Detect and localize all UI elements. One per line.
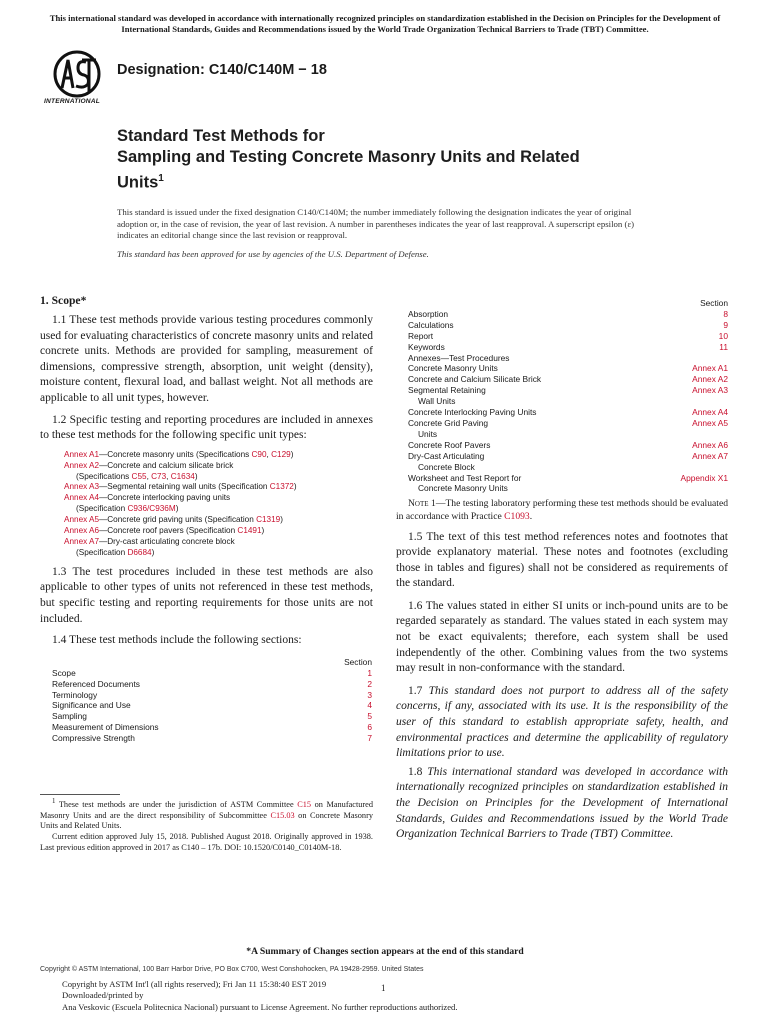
section-row — [408, 418, 728, 429]
para-1-1: 1.1 These test methods provide various testing procedures commonly used for evaluating characteristics of concrete masonry units and related concrete units. Methods are provided for sampling, measurement of dimensions, compressive strength, absorption, unit weight (density), moisture content, flexural load, and ballast weight. Not all methods are applicable to all unit types, however. — [40, 314, 373, 404]
section-row — [408, 320, 728, 331]
section-row — [52, 700, 372, 711]
annex-text: —Concrete roof pavers (Specification — [99, 526, 238, 536]
summary-of-changes-notice: *A Summary of Changes section appears at the end of this standard — [246, 946, 524, 957]
annex-text: —Segmental retaining wall units (Specification — [99, 482, 270, 492]
spec-link-d6684[interactable]: D6684 — [127, 547, 152, 557]
section-row — [408, 342, 728, 353]
footnote — [40, 797, 373, 854]
section-link[interactable]: Annex A5 — [692, 417, 728, 428]
section-link[interactable]: 7 — [367, 733, 372, 744]
left-column — [40, 294, 373, 744]
subcommittee-link-c15-03[interactable]: C15.03 — [270, 810, 295, 820]
annex-close: ) — [280, 515, 283, 525]
committee-link-c15[interactable]: C15 — [297, 799, 312, 809]
section-name: Segmental Retaining — [408, 385, 486, 396]
title-line-3-text: Units — [117, 173, 159, 192]
title-footnote-marker: 1 — [158, 173, 164, 184]
footnote-text: These test methods are under the jurisdiction of ASTM Committee — [55, 799, 298, 809]
section-name: Concrete Block — [418, 461, 475, 472]
section-link[interactable]: 9 — [723, 319, 728, 330]
section-name: Compressive Strength — [52, 733, 135, 744]
annex-item-a6 — [64, 526, 373, 537]
download-license: Ana Veskovic (Escuela Politecnica Nacional) pursuant to License Agreement. No further reproductions authorized. — [62, 1001, 458, 1012]
annex-text: —Concrete masonry units (Specifications — [99, 449, 252, 459]
annex-text: —Concrete and calcium silicate brick — [99, 460, 234, 470]
section-name: Dry-Cast Articulating — [408, 450, 485, 461]
top-notice: This international standard was developed in accordance with internationally recognized principles on standardization established in the Decision on Principles for the Development of International Standards, Guides and Recommendations issued by the World Trade Organization Technical Barriers to Trade (TBT) Committee. — [49, 13, 721, 34]
annex-item-a2 — [64, 461, 373, 472]
annex-text: (Specification — [76, 504, 128, 514]
annex-item-a4-cont — [64, 504, 373, 515]
section-name: Worksheet and Test Report for — [408, 472, 522, 483]
spec-link-c1491[interactable]: C1491 — [237, 526, 262, 536]
section-name: Concrete Masonry Units — [408, 363, 498, 374]
annex-list — [64, 450, 373, 559]
document-title — [117, 126, 677, 194]
annex-item-a2-cont: (Specifications C55, C73, C1634) — [76, 471, 198, 481]
section-link[interactable]: 5 — [367, 711, 372, 722]
section-link[interactable]: Annex A3 — [692, 385, 728, 396]
section-column-header: Section — [700, 298, 728, 308]
practice-link-c1093[interactable]: C1093 — [504, 510, 530, 522]
title-line-2: Sampling and Testing Concrete Masonry Units and Related — [117, 148, 580, 166]
section-name: Absorption — [408, 308, 449, 319]
section-link[interactable]: Annex A2 — [692, 374, 728, 385]
section-link[interactable]: 4 — [367, 700, 372, 711]
spec-link-c936[interactable]: C936/C936M — [127, 504, 176, 514]
sections-left-rows — [52, 668, 372, 744]
designation: Designation: C140/C140M − 18 — [117, 62, 327, 78]
section-row — [408, 483, 728, 494]
annex-link-a3[interactable]: Annex A3 — [64, 482, 100, 492]
footnote-marker: 1 — [52, 798, 56, 805]
annex-close: ) — [293, 482, 297, 492]
spec-link-c1319[interactable]: C1319 — [256, 515, 281, 525]
section-name: Calculations — [408, 319, 454, 330]
section-name: Referenced Documents — [52, 678, 140, 689]
section-row — [52, 690, 372, 701]
approved-statement: This standard has been approved for use by agencies of the U.S. Department of Defense. — [117, 249, 429, 259]
annex-link-a1[interactable]: Annex A1 — [64, 449, 100, 459]
para-1-5: 1.5 The text of this test method references notes and footnotes that provide explanatory material. These notes and footnotes (excluding those in tables and figures) shall not be considered as requirements of the standard. — [396, 530, 728, 590]
footnote-rule — [40, 794, 120, 795]
section-row — [52, 679, 372, 690]
section-name: Report — [408, 330, 434, 341]
annex-item-a5 — [64, 515, 373, 526]
annex-text: (Specifications — [76, 471, 132, 481]
section-name: Scope — [52, 667, 76, 678]
section-name: Concrete Grid Paving — [408, 417, 489, 428]
page-number: 1 — [381, 983, 386, 993]
spec-link-c90[interactable]: C90 — [251, 449, 267, 459]
section-row — [52, 722, 372, 733]
section-name: Wall Units — [418, 396, 456, 407]
section-name: Sampling — [52, 711, 87, 722]
section-link[interactable]: 11 — [719, 341, 728, 352]
note-1: Note 1—The testing laboratory performing these test methods should be evaluated in accordance with Practice C1093. — [396, 498, 728, 522]
section-link[interactable]: Annex A1 — [692, 363, 728, 374]
section-name: Significance and Use — [52, 700, 131, 711]
section-row — [52, 711, 372, 722]
section-link[interactable]: 3 — [367, 689, 372, 700]
note-text: —The testing laboratory performing these test methods should be evaluated in accordance with Practice — [396, 498, 728, 522]
sections-table-left — [52, 657, 372, 744]
section-row — [408, 309, 728, 320]
annex-close: ) — [261, 526, 265, 536]
copyright-line: Copyright © ASTM International, 100 Barr Harbor Drive, PO Box C700, West Conshohocken, PA 19428-2959. United States — [40, 966, 424, 973]
section-link[interactable]: 8 — [723, 308, 728, 319]
para-text: This international standard was developed in accordance with internationally recognized principles on standardization established in the Decision on Principles for the Development of International Standards, Guides and Recommendations issued by the World Trade Organization Technical Barriers to Trade (TBT) Committee. — [396, 765, 729, 841]
para-1-8 — [396, 765, 728, 843]
note-label: Note 1 — [408, 498, 436, 510]
section-link[interactable]: 2 — [367, 678, 372, 689]
section-row — [408, 363, 728, 374]
sections-table-right — [408, 298, 728, 494]
annex-text: —Concrete grid paving units (Specification — [99, 515, 257, 525]
annex-link-a5[interactable]: Annex A5 — [64, 515, 100, 525]
astm-logo — [42, 48, 112, 110]
para-1-2: 1.2 Specific testing and reporting procedures are included in annexes to these test methods for the following specific unit types: — [40, 413, 373, 442]
annex-link-a6[interactable]: Annex A6 — [64, 526, 100, 536]
section-name: Keywords — [408, 341, 445, 352]
annex-link-a4[interactable]: Annex A4 — [64, 493, 100, 503]
annex-item-a4 — [64, 493, 373, 504]
annex-item-a7 — [64, 537, 373, 548]
spec-link-c1372[interactable]: C1372 — [269, 482, 294, 492]
scope-heading: 1. Scope* — [40, 294, 87, 307]
annex-item-a3 — [64, 482, 373, 493]
annex-text: —Dry-cast articulating concrete block — [99, 537, 235, 546]
section-row — [408, 473, 728, 484]
section-row — [408, 385, 728, 396]
annex-text: (Specification — [76, 547, 128, 557]
section-row — [408, 451, 728, 462]
annex-item-a1: Annex A1—Concrete masonry units (Specifications C90, C129) — [64, 449, 294, 459]
para-1-4: 1.4 These test methods include the following sections: — [52, 634, 302, 647]
section-name: Concrete and Calcium Silicate Brick — [408, 374, 542, 385]
footnote-text: on Concrete Masonry Units and Related Units. — [40, 810, 373, 831]
spec-link-c55[interactable]: C55 — [131, 471, 147, 481]
para-number: 1.7 — [408, 684, 429, 697]
annex-link-a2[interactable]: Annex A2 — [64, 460, 100, 470]
section-row — [52, 733, 372, 744]
section-link[interactable]: 10 — [718, 330, 728, 341]
spec-link-c73[interactable]: C73 — [151, 471, 167, 481]
para-1-3: 1.3 The test procedures included in these test methods are also applicable to other types of units not referenced in these test methods, but specific testing and reporting requirements for those units are not included. — [40, 565, 373, 625]
annex-close: ) — [194, 471, 198, 481]
footnote-edition: Current edition approved July 15, 2018. Published August 2018. Originally approved in 1938. Last previous edition approved in 2017 as C140 – 17b. DOI: 10.1520/C0140_C0140M-18. — [40, 832, 373, 852]
section-link[interactable]: Annex A4 — [692, 407, 728, 418]
section-row — [52, 668, 372, 679]
download-printed-by: Downloaded/printed by — [62, 990, 144, 1001]
section-row — [408, 331, 728, 342]
section-row — [408, 429, 728, 440]
para-1-7 — [396, 684, 728, 762]
para-number: 1.8 — [408, 765, 428, 778]
title-line-1: Standard Test Methods for — [117, 127, 325, 145]
section-name: Units — [418, 428, 438, 439]
section-name: Annexes—Test Procedures — [408, 352, 510, 363]
annex-item-a7-cont — [64, 548, 373, 559]
annex-close: ) — [290, 449, 294, 459]
section-row — [408, 440, 728, 451]
section-row — [408, 353, 728, 364]
section-link[interactable]: Appendix X1 — [680, 472, 728, 483]
section-link[interactable]: Annex A7 — [692, 450, 728, 461]
annex-link-a7[interactable]: Annex A7 — [64, 537, 100, 546]
footnote-text: on Manufactured Masonry Units and are the direct responsibility of Subcommittee — [40, 799, 373, 820]
spec-link-c1634[interactable]: C1634 — [170, 471, 195, 481]
section-name: Concrete Masonry Units — [418, 483, 508, 494]
section-name: Concrete Roof Pavers — [408, 439, 491, 450]
annex-text: —Concrete interlocking paving units — [99, 493, 231, 503]
para-text: This standard does not purport to address all of the safety concerns, if any, associated with its use. It is the responsibility of the user of this standard to establish appropriate safety, health, and environmental practices and determine the applicability of regulatory limitations prior to use. — [396, 684, 729, 760]
download-copyright: Copyright by ASTM Int'l (all rights reserved); Fri Jan 11 15:38:40 EST 2019 — [62, 979, 327, 989]
footnote-jurisdiction — [40, 797, 373, 832]
spec-link-c129[interactable]: C129 — [271, 449, 291, 459]
logo-text: INTERNATIONAL — [44, 98, 100, 105]
issued-statement: This standard is issued under the fixed designation C140/C140M; the number immediately following the designation indicates the year of original adoption or, in the case of revision, the year of last revision. A number in parentheses indicates the year of last reapproval. A superscript epsilon (ε) indicates an editorial change since the last revision or reapproval. — [117, 207, 635, 241]
section-row — [408, 374, 728, 385]
sections-right-rows — [408, 309, 728, 494]
section-link[interactable]: Annex A6 — [692, 439, 728, 450]
annex-close: ) — [175, 504, 179, 514]
annex-close: ) — [151, 547, 155, 557]
section-name: Measurement of Dimensions — [52, 722, 159, 733]
section-row — [408, 396, 728, 407]
section-name: Concrete Interlocking Paving Units — [408, 407, 537, 418]
title-line-3 — [117, 168, 677, 194]
download-info — [62, 979, 662, 1013]
right-column — [396, 298, 728, 843]
section-row — [408, 462, 728, 473]
section-link[interactable]: 1 — [367, 667, 372, 678]
section-name: Terminology — [52, 689, 98, 700]
section-column-header: Section — [344, 656, 372, 667]
para-1-6: 1.6 The values stated in either SI units or inch-pound units are to be regarded separately as standard. The values stated in each system may not be exact equivalents; therefore, each system shall be used independently of the other. Combining values from the two systems may result in non-conformance with the standard. — [396, 599, 728, 675]
section-link[interactable]: 6 — [367, 722, 372, 733]
section-row — [408, 407, 728, 418]
